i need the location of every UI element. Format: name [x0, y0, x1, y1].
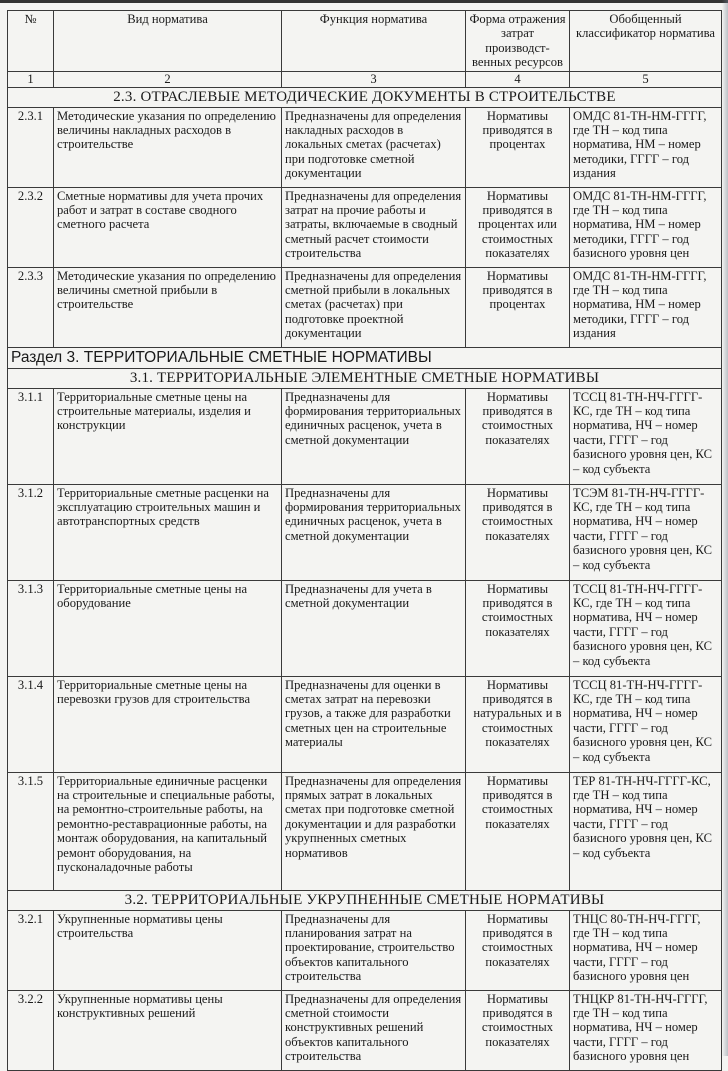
table-header-row: [8, 11, 722, 72]
header-form: Форма отражения затрат производст-венных ресурсов: [466, 11, 570, 72]
row-function: Предназначены для учета в сметной документации: [282, 580, 466, 676]
section-heading: 3.2. ТЕРРИТОРИАЛЬНЫЕ УКРУПНЕННЫЕ СМЕТНЫЕ НОРМАТИВЫ: [8, 890, 722, 910]
column-numbers-row: [8, 71, 722, 87]
row-classifier: ТССЦ 81-ТН-НЧ-ГГГГ-КС, где ТН – код типа норматива, НЧ – номер части, ГГГГ – год базисного уровня цен, КС – код субъекта: [570, 676, 722, 772]
row-classifier: ОМДС 81-ТН-НМ-ГГГГ, где ТН – код типа норматива, НМ – номер методики, ГГГГ – год издания: [570, 267, 722, 347]
top-rule: [0, 0, 728, 3]
normatives-table: [7, 10, 722, 1071]
table-row: [8, 388, 722, 484]
row-classifier: ТНЦКР 81-ТН-НЧ-ГГГГ, где ТН – код типа норматива, НЧ – номер части, ГГГГ – год базисного уровня цен: [570, 990, 722, 1070]
header-classifier: Обобщенный классификатор норматива: [570, 11, 722, 72]
part-heading-row: [8, 347, 722, 368]
table-row: [8, 187, 722, 267]
row-kind: Методические указания по определению величины накладных расходов в строительстве: [54, 107, 282, 187]
table-row: [8, 676, 722, 772]
row-function: Предназначены для определения сметной стоимости конструктивных решений объектов капитального строительства: [282, 990, 466, 1070]
table-row: [8, 484, 722, 580]
part-heading: Раздел 3. ТЕРРИТОРИАЛЬНЫЕ СМЕТНЫЕ НОРМАТИВЫ: [8, 347, 722, 368]
row-kind: Территориальные единичные расценки на строительные и специальные работы, на ремонтно-строительные работы, на ремонтно-реставрационные работы, на монтаж оборудования, на капитальный ремонт оборудования, на пусконаладочные работы: [54, 772, 282, 890]
row-number: 2.3.3: [8, 267, 54, 347]
row-number: 3.2.1: [8, 910, 54, 990]
column-number: 4: [466, 71, 570, 87]
row-function: Предназначены для определения накладных расходов в локальных сметах (расчетах) при подготовке сметной документации: [282, 107, 466, 187]
row-form: Нормативы приводятся в процентах: [466, 267, 570, 347]
row-classifier: ТССЦ 81-ТН-НЧ-ГГГГ-КС, где ТН – код типа норматива, НЧ – номер части, ГГГГ – год базисного уровня цен, КС – код субъекта: [570, 388, 722, 484]
row-form: Нормативы приводятся в натуральных и в стоимостных показателях: [466, 676, 570, 772]
row-classifier: ТССЦ 81-ТН-НЧ-ГГГГ-КС, где ТН – код типа норматива, НЧ – номер части, ГГГГ – год базисного уровня цен, КС – код субъекта: [570, 580, 722, 676]
header-kind: Вид норматива: [54, 11, 282, 72]
row-number: 2.3.2: [8, 187, 54, 267]
row-function: Предназначены для планирования затрат на проектирование, строительство объектов капитального строительства: [282, 910, 466, 990]
row-kind: Территориальные сметные цены на перевозки грузов для строительства: [54, 676, 282, 772]
section-heading-row: [8, 368, 722, 388]
section-heading: 2.3. ОТРАСЛЕВЫЕ МЕТОДИЧЕСКИЕ ДОКУМЕНТЫ В СТРОИТЕЛЬСТВЕ: [8, 87, 722, 107]
row-form: Нормативы приводятся в процентах: [466, 107, 570, 187]
column-number: 5: [570, 71, 722, 87]
column-number: 3: [282, 71, 466, 87]
section-heading: 3.1. ТЕРРИТОРИАЛЬНЫЕ ЭЛЕМЕНТНЫЕ СМЕТНЫЕ НОРМАТИВЫ: [8, 368, 722, 388]
table-row: [8, 990, 722, 1070]
row-classifier: ОМДС 81-ТН-НМ-ГГГГ, где ТН – код типа норматива, НМ – номер методики, ГГГГ – год издания: [570, 107, 722, 187]
row-kind: Сметные нормативы для учета прочих работ и затрат в составе сводного сметного расчета: [54, 187, 282, 267]
table-row: [8, 267, 722, 347]
row-kind: Территориальные сметные цены на строительные материалы, изделия и конструкции: [54, 388, 282, 484]
column-number: 2: [54, 71, 282, 87]
row-number: 3.1.4: [8, 676, 54, 772]
row-number: 3.1.1: [8, 388, 54, 484]
row-function: Предназначены для формирования территориальных единичных расценок, учета в сметной документации: [282, 388, 466, 484]
row-kind: Укрупненные нормативы цены строительства: [54, 910, 282, 990]
row-function: Предназначены для формирования территориальных единичных расценок, учета в сметной документации: [282, 484, 466, 580]
header-function: Функция норматива: [282, 11, 466, 72]
row-kind: Территориальные сметные цены на оборудование: [54, 580, 282, 676]
row-number: 3.1.2: [8, 484, 54, 580]
table-row: [8, 910, 722, 990]
row-form: Нормативы приводятся в стоимостных показателях: [466, 910, 570, 990]
row-form: Нормативы приводятся в процентах или стоимостных показателях: [466, 187, 570, 267]
scan-edge-shadow: [722, 0, 728, 1056]
row-classifier: ТСЭМ 81-ТН-НЧ-ГГГГ-КС, где ТН – код типа норматива, НЧ – номер части, ГГГГ – год базисного уровня цен, КС – код субъекта: [570, 484, 722, 580]
row-kind: Методические указания по определению величины сметной прибыли в строительстве: [54, 267, 282, 347]
row-classifier: ТНЦС 80-ТН-НЧ-ГГГГ, где ТН – код типа норматива, НЧ – номер части, ГГГГ – год базисного уровня цен: [570, 910, 722, 990]
row-function: Предназначены для оценки в сметах затрат на перевозки грузов, а также для разработки сметных цен на строительные материалы: [282, 676, 466, 772]
column-number: 1: [8, 71, 54, 87]
header-number: №: [8, 11, 54, 72]
table-row: [8, 580, 722, 676]
row-form: Нормативы приводятся в стоимостных показателях: [466, 388, 570, 484]
row-number: 3.1.3: [8, 580, 54, 676]
section-heading-row: [8, 87, 722, 107]
row-number: 3.1.5: [8, 772, 54, 890]
row-classifier: ОМДС 81-ТН-НМ-ГГГГ, где ТН – код типа норматива, НМ – номер методики, ГГГГ – год базисного уровня цен: [570, 187, 722, 267]
row-classifier: ТЕР 81-ТН-НЧ-ГГГГ-КС, где ТН – код типа норматива, НЧ – номер части, ГГГГ – год базисного уровня цен, КС – код субъекта: [570, 772, 722, 890]
table-row: [8, 107, 722, 187]
row-form: Нормативы приводятся в стоимостных показателях: [466, 484, 570, 580]
row-function: Предназначены для определения прямых затрат в локальных сметах при подготовке сметной документации и для разработки укрупненных сметных нормативов: [282, 772, 466, 890]
row-kind: Укрупненные нормативы цены конструктивных решений: [54, 990, 282, 1070]
row-form: Нормативы приводятся в стоимостных показателях: [466, 772, 570, 890]
row-function: Предназначены для определения сметной прибыли в локальных сметах (расчетах) при подготовке проектной документации: [282, 267, 466, 347]
row-kind: Территориальные сметные расценки на эксплуатацию строительных машин и автотранспортных средств: [54, 484, 282, 580]
row-form: Нормативы приводятся в стоимостных показателях: [466, 990, 570, 1070]
section-heading-row: [8, 890, 722, 910]
row-function: Предназначены для определения затрат на прочие работы и затраты, включаемые в сводный сметный расчет стоимости строительства: [282, 187, 466, 267]
row-form: Нормативы приводятся в стоимостных показателях: [466, 580, 570, 676]
row-number: 3.2.2: [8, 990, 54, 1070]
table-row: [8, 772, 722, 890]
row-number: 2.3.1: [8, 107, 54, 187]
